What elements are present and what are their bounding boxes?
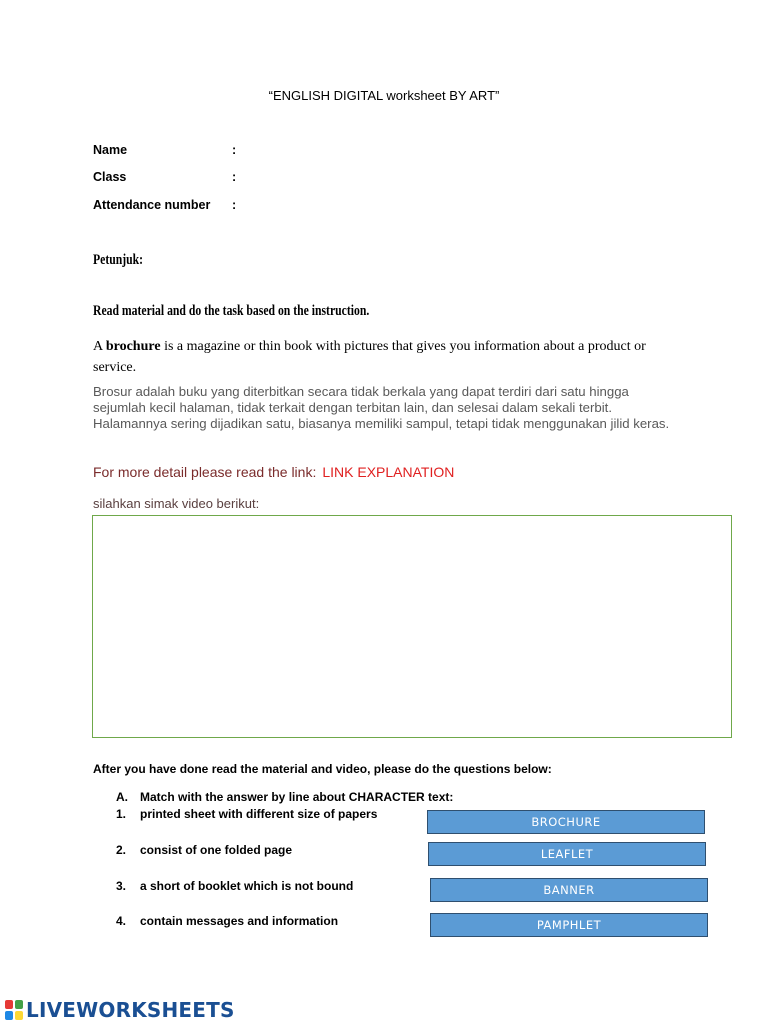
attendance-colon: : — [232, 198, 237, 212]
attendance-label: Attendance number — [93, 198, 211, 212]
question-item — [116, 914, 416, 930]
question-text: a short of booklet which is not bound — [140, 879, 354, 893]
link-explanation[interactable]: LINK EXPLANATION — [322, 464, 455, 480]
section-a-marker: A. — [116, 790, 128, 804]
class-label: Class — [93, 170, 127, 184]
brochure-definition — [93, 336, 673, 378]
question-text: consist of one folded page — [140, 843, 293, 857]
answer-brochure[interactable]: BROCHURE — [427, 810, 705, 834]
video-embed-frame[interactable] — [92, 515, 732, 738]
more-detail-line — [93, 464, 454, 480]
section-a-text: Match with the answer by line about CHARACTER text: — [140, 790, 454, 804]
liveworksheets-logo-icon — [4, 999, 24, 1021]
liveworksheets-brand: LIVEWORKSHEETS — [26, 998, 235, 1022]
question-item — [116, 807, 416, 823]
definition-term: brochure — [105, 339, 161, 354]
definition-rest: is a magazine or thin book with pictures that gives you information about a product or service. — [93, 339, 646, 375]
video-caption: silahkan simak video berikut: — [93, 496, 260, 511]
answer-banner[interactable]: BANNER — [430, 878, 708, 902]
class-colon: : — [232, 170, 237, 184]
name-label: Name — [93, 143, 128, 157]
question-number: 2. — [116, 843, 127, 857]
question-item — [116, 879, 416, 895]
name-colon: : — [232, 143, 237, 157]
answer-pamphlet[interactable]: PAMPHLET — [430, 913, 708, 937]
more-detail-text: For more detail please read the link: — [93, 464, 317, 480]
indonesian-definition: Brosur adalah buku yang diterbitkan secara tidak berkala yang dapat terdiri dari satu hingga sejumlah kecil halaman, tidak terkait dengan terbitan lain, dan selesai dalam sekali terbit. Halamannya sering dijadikan satu, biasanya memiliki sampul, tetapi tidak menggunakan jilid keras. — [93, 384, 670, 431]
question-item — [116, 843, 416, 859]
definition-prefix: A — [93, 339, 106, 354]
section-a-title — [116, 790, 516, 806]
answer-leaflet[interactable]: LEAFLET — [428, 842, 706, 866]
task-instruction: Read material and do the task based on the instruction. — [93, 303, 370, 319]
question-number: 3. — [116, 879, 127, 893]
liveworksheets-logo[interactable] — [4, 996, 235, 1024]
question-number: 1. — [116, 807, 127, 821]
question-text: contain messages and information — [140, 914, 339, 928]
instructions-heading: Petunjuk: — [93, 252, 144, 268]
question-text: printed sheet with different size of papers — [140, 807, 378, 821]
worksheet-title: “ENGLISH DIGITAL worksheet BY ART” — [268, 88, 500, 103]
question-number: 4. — [116, 914, 127, 928]
questions-intro: After you have done read the material and video, please do the questions below: — [93, 762, 552, 776]
